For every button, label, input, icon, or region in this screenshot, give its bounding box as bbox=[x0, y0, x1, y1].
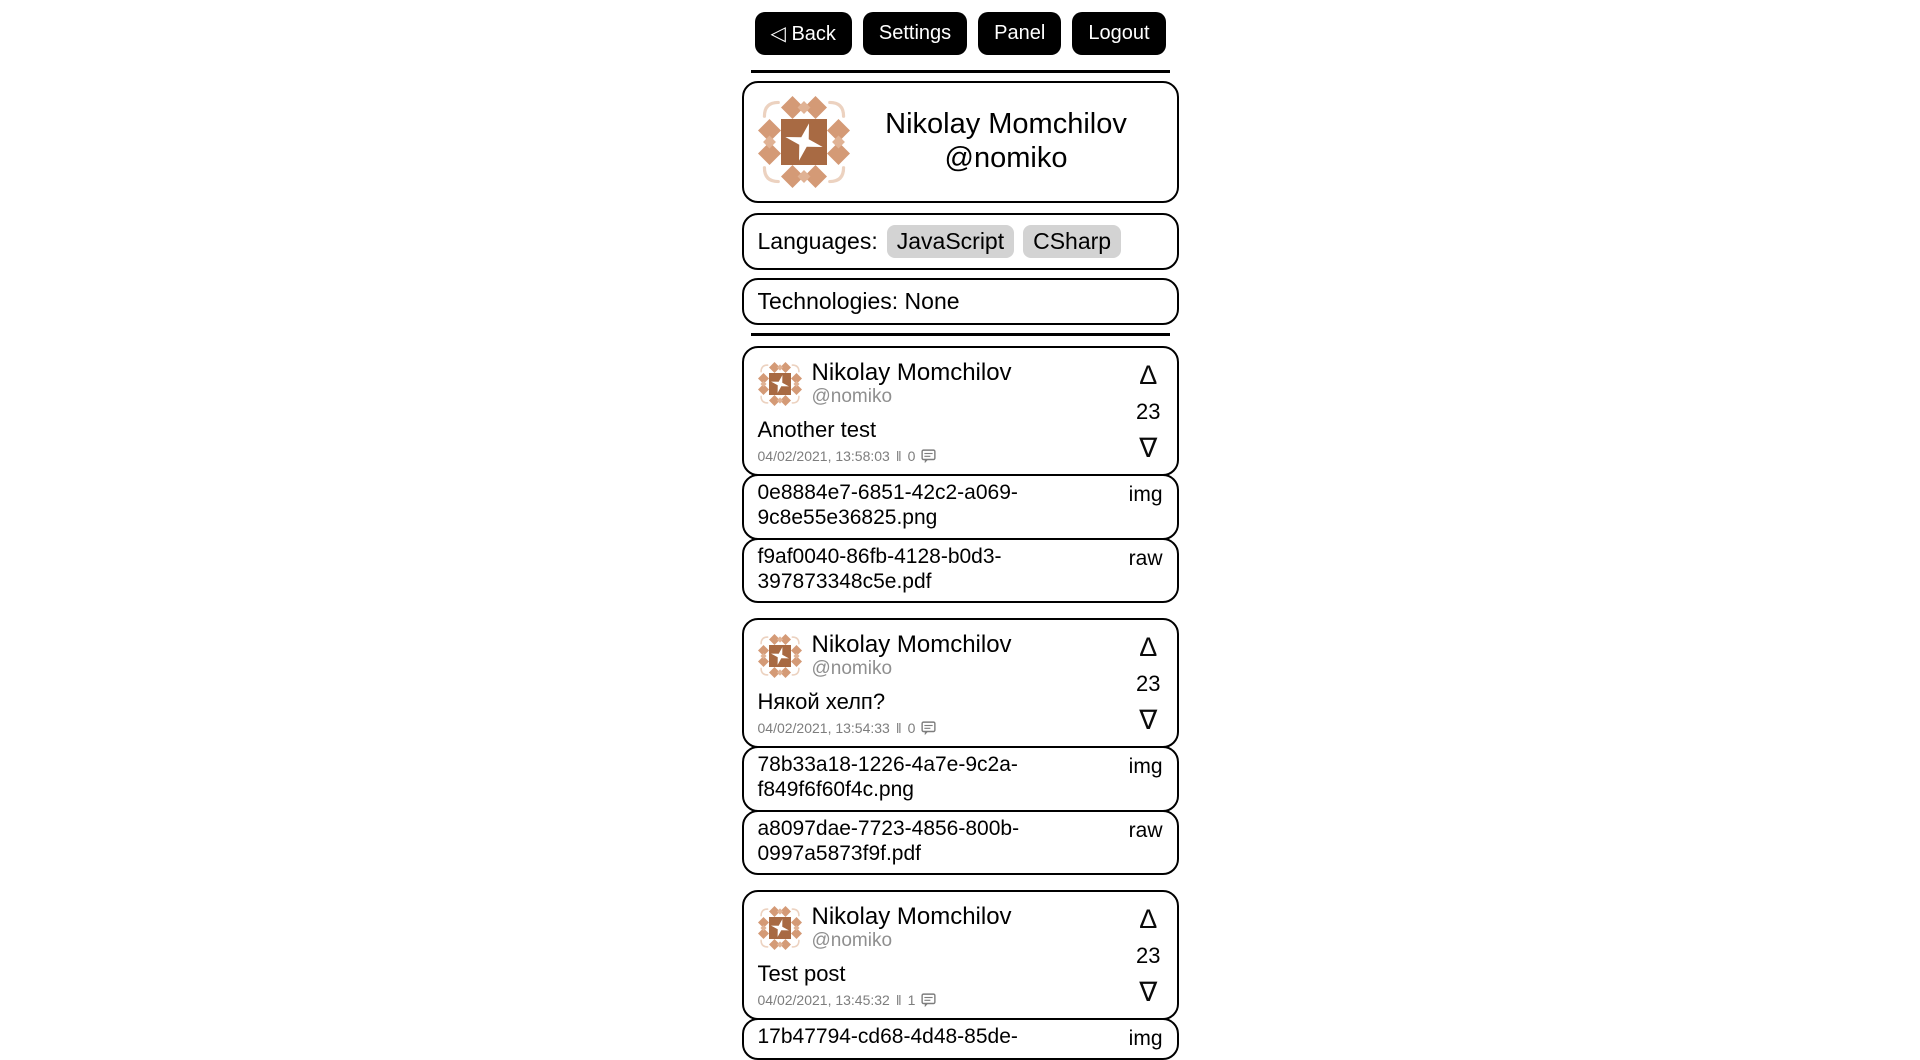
post-author-handle: @nomiko bbox=[811, 658, 893, 680]
upvote-button[interactable]: Δ bbox=[1139, 903, 1158, 934]
post-timestamp: 04/02/2021, 13:54:33 bbox=[757, 720, 890, 737]
downvote-button[interactable]: ∇ bbox=[1139, 705, 1158, 736]
languages-card bbox=[742, 213, 1179, 270]
downvote-button[interactable]: ∇ bbox=[1139, 433, 1158, 464]
attachment-row[interactable] bbox=[742, 810, 1179, 875]
upvote-button[interactable]: Δ bbox=[1139, 631, 1158, 662]
meta-separator: ‖ bbox=[895, 992, 902, 1009]
comment-bubble-icon bbox=[921, 449, 936, 464]
post-author-name: Nikolay Momchilov bbox=[811, 359, 1012, 386]
post bbox=[742, 890, 1179, 1060]
posts-divider bbox=[751, 333, 1170, 336]
post bbox=[742, 618, 1179, 875]
vote-column bbox=[1134, 632, 1162, 736]
post-meta bbox=[758, 720, 1135, 736]
meta-separator: ‖ bbox=[895, 448, 902, 465]
post bbox=[742, 346, 1179, 603]
post-author-name: Nikolay Momchilov bbox=[811, 902, 1012, 930]
top-divider bbox=[751, 70, 1170, 73]
top-navigation bbox=[742, 12, 1179, 55]
attachment-row[interactable] bbox=[742, 538, 1179, 603]
attachment-filename: 78b33a18-1226-4a7e-9c2a-f849f6f60f4c.png bbox=[757, 753, 1018, 802]
profile-page bbox=[742, 0, 1179, 1060]
settings-button[interactable]: Settings bbox=[863, 12, 967, 55]
attachment-type: img bbox=[1128, 755, 1163, 779]
post-meta bbox=[758, 448, 1135, 464]
post-author-handle: @nomiko bbox=[811, 386, 893, 408]
attachment-filename: f9af0040-86fb-4128-b0d3-397873348c5e.pdf bbox=[757, 544, 1002, 593]
downvote-button[interactable]: ∇ bbox=[1139, 977, 1158, 1008]
attachment-filename: 17b47794-cd68-4d48-85de- bbox=[757, 1025, 1018, 1049]
attachment-type: raw bbox=[1128, 546, 1163, 570]
meta-separator: ‖ bbox=[895, 720, 902, 737]
post-author-handle: @nomiko bbox=[811, 930, 893, 952]
attachment-type: raw bbox=[1128, 818, 1163, 842]
post-header bbox=[742, 618, 1179, 748]
attachment-row[interactable] bbox=[742, 1018, 1179, 1060]
post-author-avatar bbox=[758, 362, 802, 406]
post-meta bbox=[758, 992, 1135, 1008]
attachment-row[interactable] bbox=[742, 746, 1179, 811]
attachment-type: img bbox=[1128, 1027, 1163, 1051]
panel-button[interactable]: Panel bbox=[978, 12, 1061, 55]
attachment-filename: 0e8884e7-6851-42c2-a069-9c8e55e36825.png bbox=[757, 481, 1018, 530]
vote-count: 23 bbox=[1136, 670, 1161, 696]
post-comment-count: 0 bbox=[907, 720, 916, 737]
attachment-type: img bbox=[1128, 483, 1163, 507]
profile-avatar bbox=[758, 96, 850, 188]
post-comment-count: 0 bbox=[907, 448, 916, 465]
post-author-name: Nikolay Momchilov bbox=[811, 630, 1012, 658]
back-button[interactable]: ◁ Back bbox=[755, 12, 852, 55]
post-author-avatar bbox=[758, 906, 802, 950]
profile-identity bbox=[850, 108, 1163, 176]
post-title: Test post bbox=[757, 961, 846, 987]
upvote-button[interactable]: Δ bbox=[1139, 360, 1158, 390]
post-title: Another test bbox=[757, 417, 877, 443]
post-header bbox=[742, 890, 1179, 1020]
attachment-row[interactable] bbox=[742, 474, 1179, 539]
post-timestamp: 04/02/2021, 13:58:03 bbox=[757, 448, 890, 465]
profile-handle: @nomiko bbox=[944, 142, 1068, 174]
post-author-avatar bbox=[758, 634, 802, 678]
logout-button[interactable]: Logout bbox=[1072, 12, 1165, 55]
post-header bbox=[742, 346, 1179, 476]
vote-column bbox=[1134, 360, 1162, 464]
comment-bubble-icon bbox=[921, 993, 936, 1008]
comment-bubble-icon bbox=[921, 721, 936, 736]
attachment-filename: a8097dae-7723-4856-800b-0997a5873f9f.pdf bbox=[757, 816, 1020, 865]
technologies-text: Technologies: None bbox=[757, 288, 960, 314]
post-timestamp: 04/02/2021, 13:45:32 bbox=[757, 992, 890, 1009]
post-title: Някой хелп? bbox=[757, 689, 886, 715]
vote-count: 23 bbox=[1136, 398, 1161, 424]
post-comment-count: 1 bbox=[907, 992, 916, 1009]
profile-card bbox=[742, 81, 1179, 203]
vote-column bbox=[1134, 904, 1162, 1008]
technologies-card bbox=[742, 278, 1179, 325]
vote-count: 23 bbox=[1136, 942, 1161, 968]
languages-label: Languages: bbox=[757, 228, 878, 254]
language-badge-csharp: CSharp bbox=[1023, 225, 1121, 258]
language-badge-javascript: JavaScript bbox=[887, 225, 1014, 258]
profile-name: Nikolay Momchilov bbox=[885, 108, 1127, 141]
